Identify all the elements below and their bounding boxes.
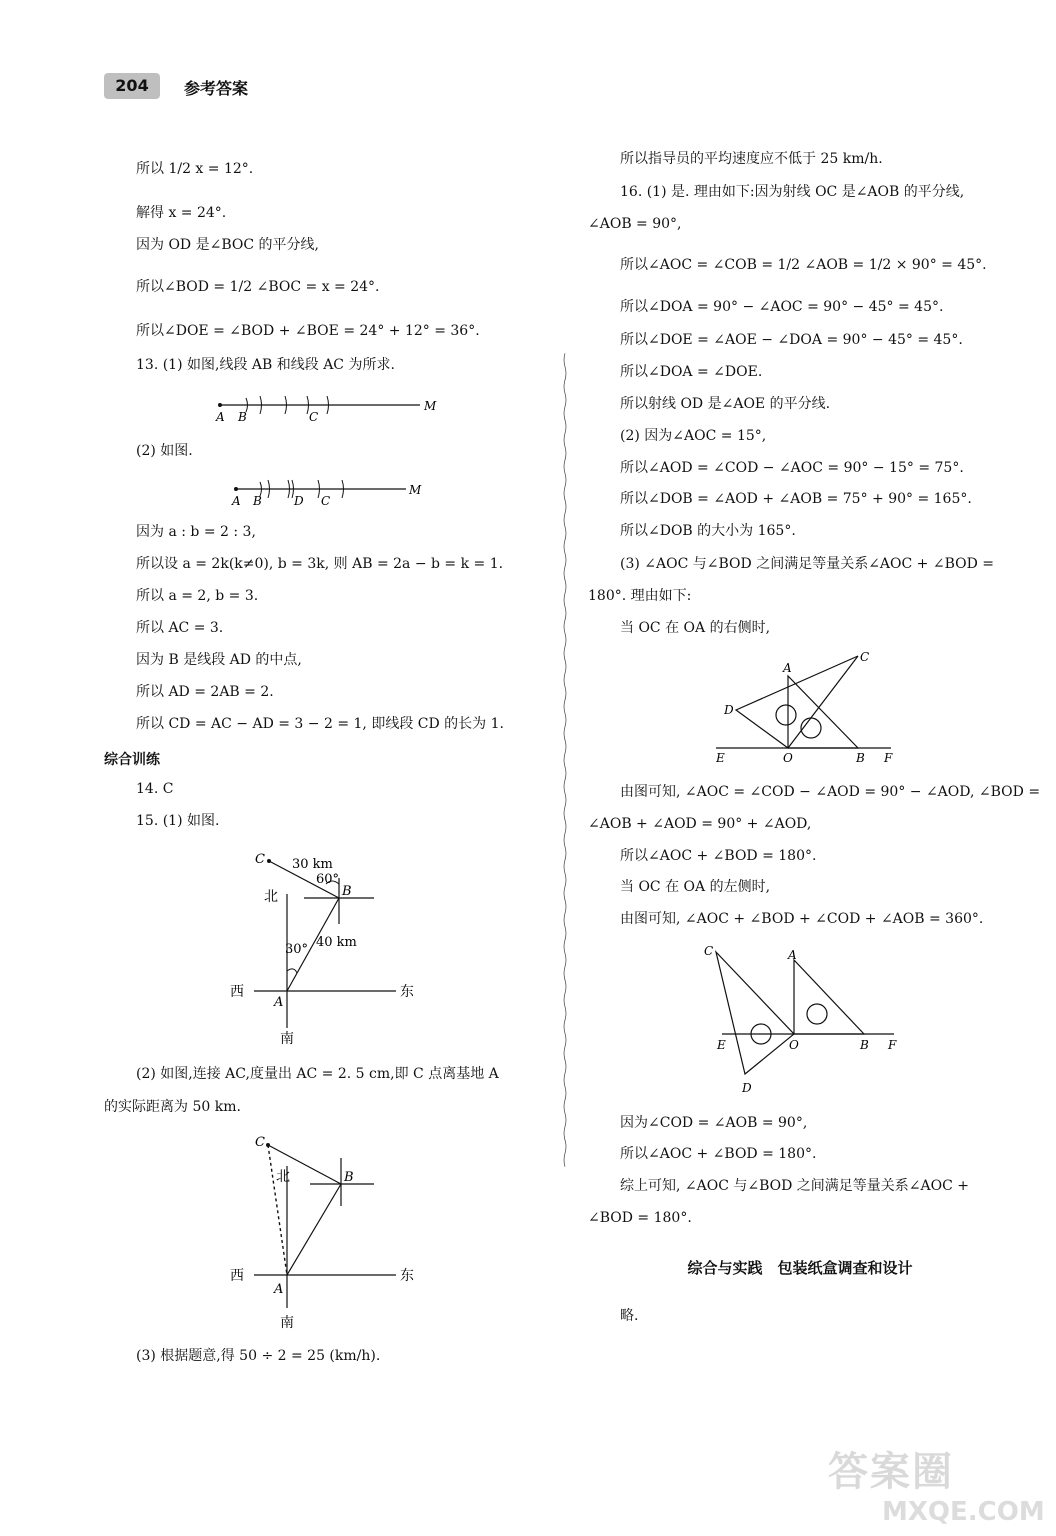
q13-1: 13. (1) 如图,线段 AB 和线段 AC 为所求. [136,357,395,373]
left-line-3: 因为 OD 是∠BOC 的平分线, [136,237,319,253]
compass-label-40km: 40 km [316,935,357,950]
compass2-label-east: 东 [400,1268,414,1284]
section-heading: 综合训练 [104,752,160,768]
right-line-20: 由图可知, ∠AOC + ∠BOD + ∠COD + ∠AOB = 360°. [620,911,984,927]
tri2-label-o: O [789,1038,799,1052]
tri2-label-b: B [860,1038,869,1052]
tri2-label-f: F [888,1038,897,1052]
compass-label-30deg: 30° [285,942,309,957]
q13-2: (2) 如图. [136,443,193,459]
seg1-label-a: A [216,410,225,424]
compass2-label-north: 北 [276,1169,290,1185]
page-number: 204 [104,73,160,99]
left-line-9: 所以设 a = 2k(k≠0), b = 3k, 则 AB = 2a − b = k = 1. [136,556,504,572]
right-line-14: 180°. 理由如下: [588,588,692,604]
left-line-5: 所以∠DOE = ∠BOD + ∠BOE = 24° + 12° = 36°. [136,323,480,339]
tri1-label-f: F [884,751,893,765]
left-line-4: 所以∠BOD = 1/2 ∠BOC = x = 24°. [136,279,380,295]
q15-3: (3) 根据题意,得 50 ÷ 2 = 25 (km/h). [136,1348,381,1364]
left-line-8: 因为 a : b = 2 : 3, [136,524,256,540]
tri1-label-a: A [783,661,792,675]
seg2-label-b: B [253,494,262,508]
right-line-11: 所以∠DOB = ∠AOD + ∠AOB = 75° + 90° = 165°. [620,491,972,507]
right-line-6: 所以∠DOE = ∠AOE − ∠DOA = 90° − 45° = 45°. [620,332,963,348]
tri2-label-e: E [717,1038,726,1052]
watermark-url: MXQE.COM [882,1497,1045,1527]
practice-title: 综合与实践 包装纸盒调查和设计 [687,1259,913,1277]
seg2-label-c: C [321,494,331,508]
q16-1: 16. (1) 是. 理由如下:因为射线 OC 是∠AOB 的平分线, [620,184,965,200]
right-line-3: ∠AOB = 90°, [588,216,682,232]
right-line-24: ∠BOD = 180°. [588,1210,692,1226]
watermark-logo: 答案圈 [828,1449,954,1495]
seg2-label-a: A [232,494,241,508]
compass2-label-b: B [344,1170,354,1185]
q15-2b: 的实际距离为 50 km. [104,1099,241,1115]
left-line-1: 所以 1/2 x = 12°. [136,161,254,177]
seg1-label-m: M [424,399,437,413]
seg1-label-b: B [238,410,247,424]
left-line-13: 所以 AD = 2AB = 2. [136,684,274,700]
segment-figure-2 [228,474,438,510]
compass-label-north: 北 [264,889,278,905]
left-line-12: 因为 B 是线段 AD 的中点, [136,652,302,668]
compass-label-a: A [274,995,284,1010]
compass-label-south: 南 [280,1031,294,1046]
left-line-14: 所以 CD = AC − AD = 3 − 2 = 1, 即线段 CD 的长为 1. [136,716,504,732]
compass-label-60deg: 60° [316,872,340,887]
seg2-label-d: D [294,494,304,508]
right-line-22: 所以∠AOC + ∠BOD = 180°. [620,1146,817,1162]
tri1-label-b: B [856,751,865,765]
right-line-21: 因为∠COD = ∠AOB = 90°, [620,1115,808,1131]
compass2-label-south: 南 [280,1315,294,1331]
tri2-label-d: D [742,1081,752,1095]
right-line-23: 综上可知, ∠AOC 与∠BOD 之间满足等量关系∠AOC + [620,1178,970,1194]
left-line-11: 所以 AC = 3. [136,620,224,636]
left-line-10: 所以 a = 2, b = 3. [136,588,259,604]
tri1-label-o: O [783,751,793,765]
tri1-label-d: D [724,703,734,717]
right-line-18: 所以∠AOC + ∠BOD = 180°. [620,848,817,864]
tri2-label-c: C [704,944,714,958]
compass2-label-c: C [255,1135,265,1150]
compass-label-c: C [255,852,265,867]
left-line-2: 解得 x = 24°. [136,205,227,221]
right-line-1: 所以指导员的平均速度应不低于 25 km/h. [620,151,883,167]
column-divider [563,150,567,1370]
segment-figure-1 [210,390,450,426]
right-line-10: 所以∠AOD = ∠COD − ∠AOC = 90° − 15° = 75°. [620,460,964,476]
right-line-19: 当 OC 在 OA 的左侧时, [620,879,771,895]
compass-label-b: B [342,884,352,899]
compass-label-30km: 30 km [292,857,333,872]
compass-figure-1 [224,846,424,1046]
practice-answer: 略. [620,1308,639,1324]
q14: 14. C [136,781,174,797]
right-line-17: ∠AOB + ∠AOD = 90° + ∠AOD, [588,816,812,832]
seg1-label-c: C [309,410,319,424]
right-line-5: 所以∠DOA = 90° − ∠AOC = 90° − 45° = 45°. [620,299,944,315]
compass2-label-west: 西 [230,1268,244,1284]
tri1-label-e: E [716,751,725,765]
right-line-15: 当 OC 在 OA 的右侧时, [620,620,771,636]
tri2-label-a: A [788,948,797,962]
right-line-16: 由图可知, ∠AOC = ∠COD − ∠AOD = 90° − ∠AOD, ∠BOD = [620,784,1041,800]
q16-3: (3) ∠AOC 与∠BOD 之间满足等量关系∠AOC + ∠BOD = [620,556,995,572]
compass-figure-2 [224,1128,424,1334]
tri1-label-c: C [860,650,870,664]
triangle-figure-2 [702,940,902,1098]
right-line-12: 所以∠DOB 的大小为 165°. [620,523,796,539]
q16-2: (2) 因为∠AOC = 15°, [620,428,767,444]
right-line-7: 所以∠DOA = ∠DOE. [620,364,763,380]
right-line-4: 所以∠AOC = ∠COB = 1/2 ∠AOB = 1/2 × 90° = 45°. [620,257,987,273]
header-title: 参考答案 [184,79,249,98]
q15-1: 15. (1) 如图. [136,813,220,829]
right-line-8: 所以射线 OD 是∠AOE 的平分线. [620,396,831,412]
compass2-label-a: A [274,1282,284,1297]
q15-2a: (2) 如图,连接 AC,度量出 AC = 2. 5 cm,即 C 点离基地 A [136,1066,499,1082]
compass-label-east: 东 [400,984,414,1000]
compass-label-west: 西 [230,984,244,1000]
triangle-figure-1 [706,648,906,768]
seg2-label-m: M [409,483,422,497]
